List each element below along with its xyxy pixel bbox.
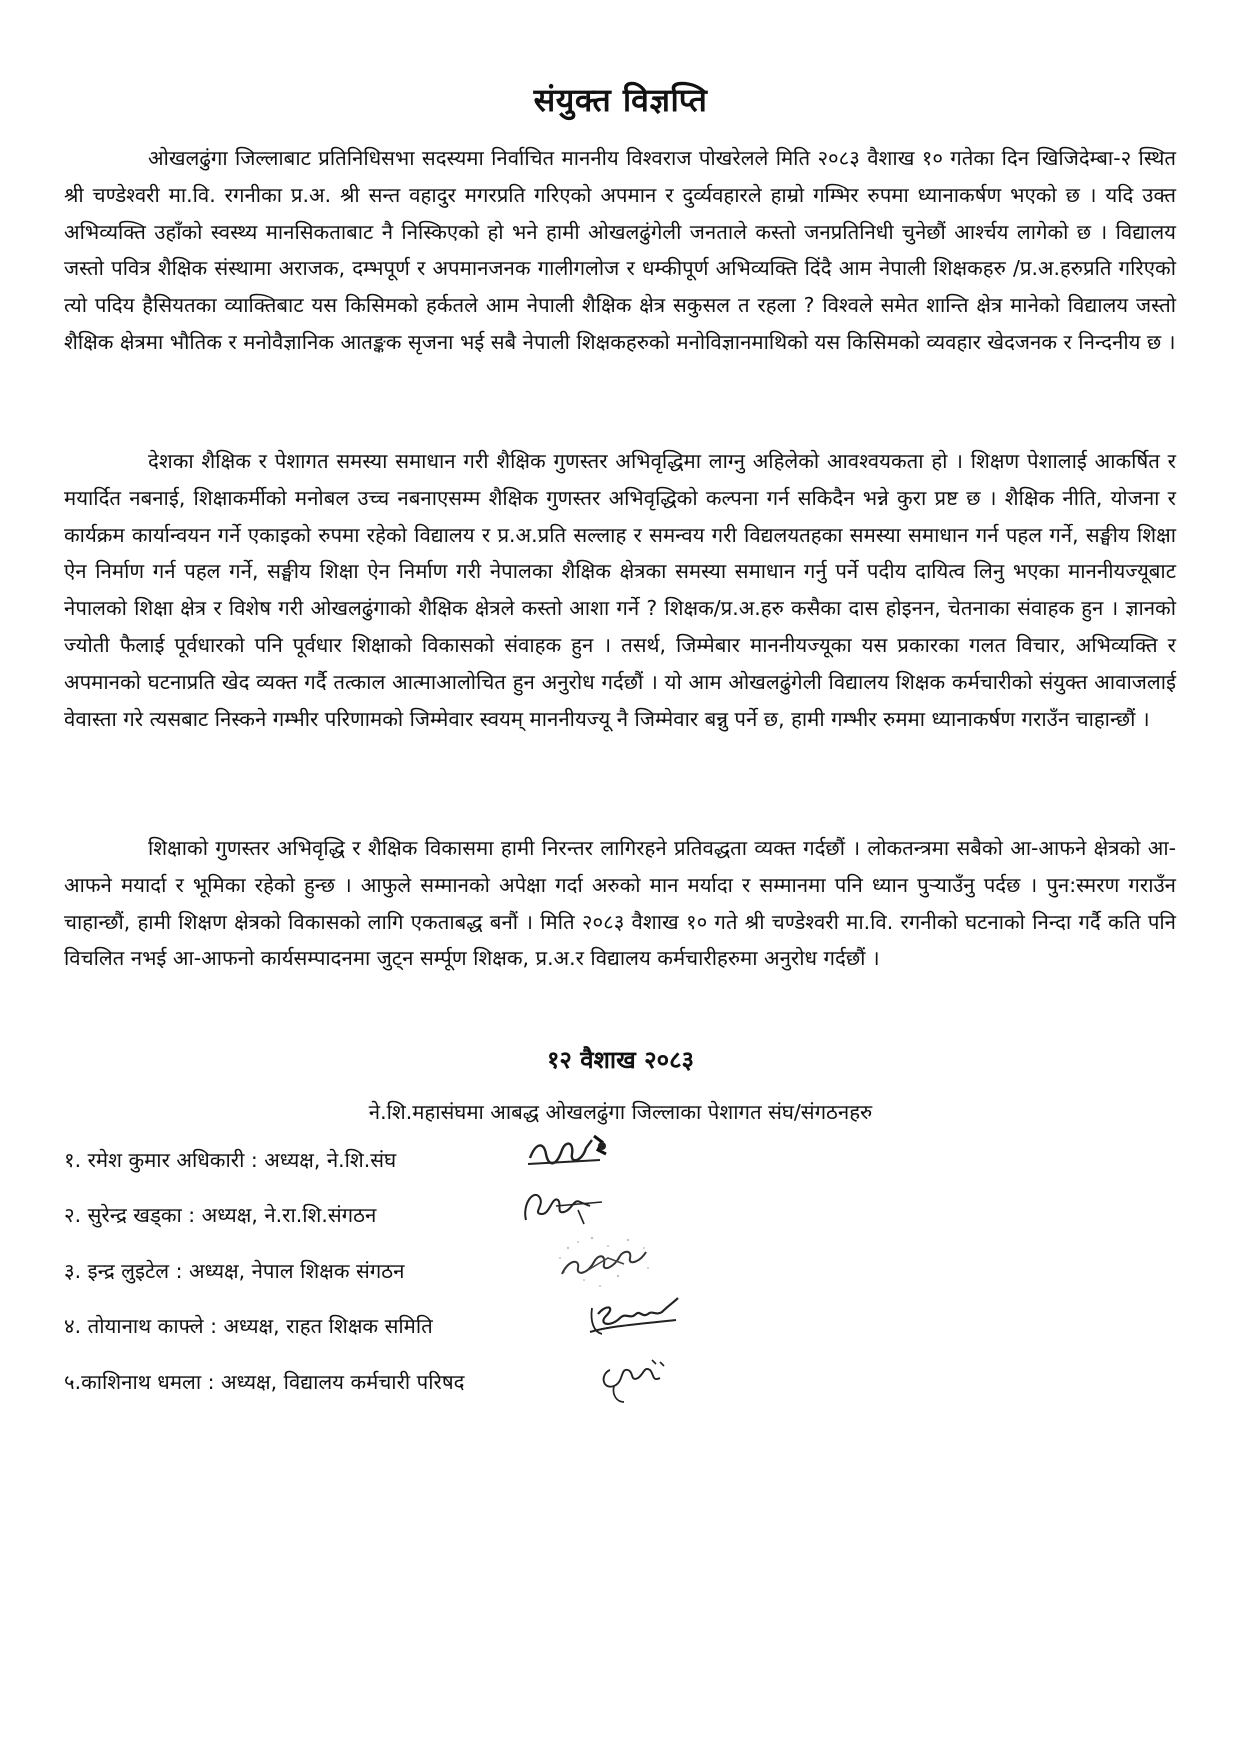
signature-5 bbox=[594, 1346, 674, 1406]
paragraph-1: ओखलढुंगा जिल्लाबाट प्रतिनिधिसभा सदस्यमा निर्वाचित माननीय विश्वराज पोखरेलले मिति २०८३ वैशाख १० गतेका दिन खिजिदेम्बा-२ स्थित श्री चण्डेश्वरी मा.वि. रगनीका प्र.अ. श्री सन्त वहादुर मगरप्रति गरिएको अपमान र दुर्व्यवहारले हाम्रो गम्भिर रुपमा ध्यानाकर्षण भएको छ । यदि उक्त अभिव्यक्ति उहाँको स्वस्थ्य मानसिकताबाट नै निस्किएको हो भने हामी ओखलढुंगेली जनताले कस्तो जनप्रतिनिधी चुनेछौं आर्श्चय लागेको छ । विद्यालय जस्तो पवित्र शैक्षिक संस्थामा अराजक, दम्भपूर्ण र अपमानजनक गालीगलोज र धम्कीपूर्ण अभिव्यक्ति दिंदै आम नेपाली शिक्षकहरु /प्र.अ.हरुप्रति गरिएको त्यो पदिय हैसियतका व्याक्तिबाट यस किसिमको हर्कतले आम नेपाली शैक्षिक क्षेत्र सकुसल त रहला ? विश्वले समेत शान्ति क्षेत्र मानेको विद्यालय जस्तो शैक्षिक क्षेत्रमा भौतिक र मनोवैज्ञानिक आतङ्कक सृजना भई सबै नेपाली शिक्षकहरुको मनोविज्ञानमाथिको यस किसिमको व्यवहार खेदजनक र निन्दनीय छ । bbox=[64, 146, 1176, 354]
signatory-text: ३. इन्द्र लुइटेल : अध्यक्ष, नेपाल शिक्षक संगठन bbox=[64, 1259, 405, 1283]
paragraph-3: शिक्षाको गुणस्तर अभिवृद्धि र शैक्षिक विकासमा हामी निरन्तर लागिरहने प्रतिवद्धता व्यक्त गर्दछौं । लोकतन्त्रमा सबैको आ-आफने क्षेत्रको आ-आफने मयार्दा र भूमिका रहेको हुन्छ । आफुले सम्मानको अपेक्षा गर्दा अरुको मान मर्यादा र सम्मानमा पनि ध्यान पुऱ्याउँनु पर्दछ । पुन:स्मरण गराउँन चाहान्छौं, हामी शिक्षण क्षेत्रको विकासको लागि एकताबद्ध बनौं । मिति २०८३ वैशाख १० गते श्री चण्डेश्वरी मा.वि. रगनीको घटनाको निन्दा गर्दै कति पनि विचलित नभई आ-आफनो कार्यसम्पादनमा जुट्न सर्म्पूण शिक्षक, प्र.अ.र विद्यालय कर्मचारीहरुमा अनुरोध गर्दछौं । bbox=[64, 836, 1176, 971]
signatory-text: ४. तोयानाथ काफ्ले : अध्यक्ष, राहत शिक्षक समिति bbox=[64, 1314, 433, 1338]
signature-4 bbox=[580, 1288, 690, 1344]
signature-2 bbox=[516, 1180, 606, 1232]
signature-3 bbox=[548, 1228, 668, 1292]
signatory-text: २. सुरेन्द्र खड्का : अध्यक्ष, ने.रा.शि.संगठन bbox=[64, 1203, 377, 1227]
signatory-text: ५.काशिनाथ धमला : अध्यक्ष, विद्यालय कर्मचारी परिषद bbox=[64, 1370, 465, 1394]
signatory-text: १. रमेश कुमार अधिकारी : अध्यक्ष, ने.शि.संघ bbox=[64, 1148, 397, 1172]
organizations-line: ने.शि.महासंघमा आबद्ध ओखलढुंगा जिल्लाका पेशागत संघ/संगठनहरु bbox=[368, 1100, 873, 1124]
paragraph-2: देशका शैक्षिक र पेशागत समस्या समाधान गरी शैक्षिक गुणस्तर अभिवृद्धिमा लाग्नु अहिलेको आवश्वयकता हो । शिक्षण पेशालाई आकर्षित र मयार्दित नबनाई, शिक्षाकर्मीको मनोबल उच्च नबनाएसम्म शैक्षिक गुणस्तर अभिवृद्धिको कल्पना गर्न सकिदैन भन्ने कुरा प्रष्ट छ । शैक्षिक नीति, योजना र कार्यक्रम कार्यान्वयन गर्ने एकाइको रुपमा रहेको विद्यालय र प्र.अ.प्रति सल्लाह र समन्वय गरी विद्यलयतहका समस्या समाधान गर्न पहल गर्ने, सङ्घीय शिक्षा ऐन निर्माण गर्न पहल गर्ने, सङ्घीय शिक्षा ऐन निर्माण गरी नेपालका शैक्षिक क्षेत्रका समस्या समाधान गर्नु पर्ने पदीय दायित्व लिनु भएका माननीयज्यूबाट नेपालको शिक्षा क्षेत्र र विशेष गरी ओखलढुंगाको शैक्षिक क्षेत्रले कस्तो आशा गर्ने ? शिक्षक/प्र.अ.हरु कसैका दास होइनन, चेतनाका संवाहक हुन । ज्ञानको ज्योती फैलाई पूर्वधारको पनि पूर्वधार शिक्षाको विकासको संवाहक हुन । तसर्थ, जिम्मेबार माननीयज्यूका यस प्रकारका गलत विचार, अभिव्यक्ति र अपमानको घटनाप्रति खेद व्यक्त गर्दै तत्काल आत्माआलोचित हुन अनुरोध गर्दछौं । यो आम ओखलढुंगेली विद्यालय शिक्षक कर्मचारीको संयुक्त आवाजलाई वेवास्ता गरे त्यसबाट निस्कने गम्भीर परिणामको जिम्मेवार स्वयम् माननीयज्यू नै जिम्मेवार बन्नु पर्ने छ, हामी गम्भीर रुममा ध्यानाकर्षण गराउँन चाहान्छौं । bbox=[64, 449, 1176, 731]
signature-1 bbox=[522, 1128, 612, 1178]
document-title: संयुक्त विज्ञप्ति bbox=[533, 81, 708, 119]
signatory-row-1 bbox=[64, 1140, 764, 1180]
issue-date: १२ वैशाख २०८३ bbox=[546, 1046, 695, 1074]
